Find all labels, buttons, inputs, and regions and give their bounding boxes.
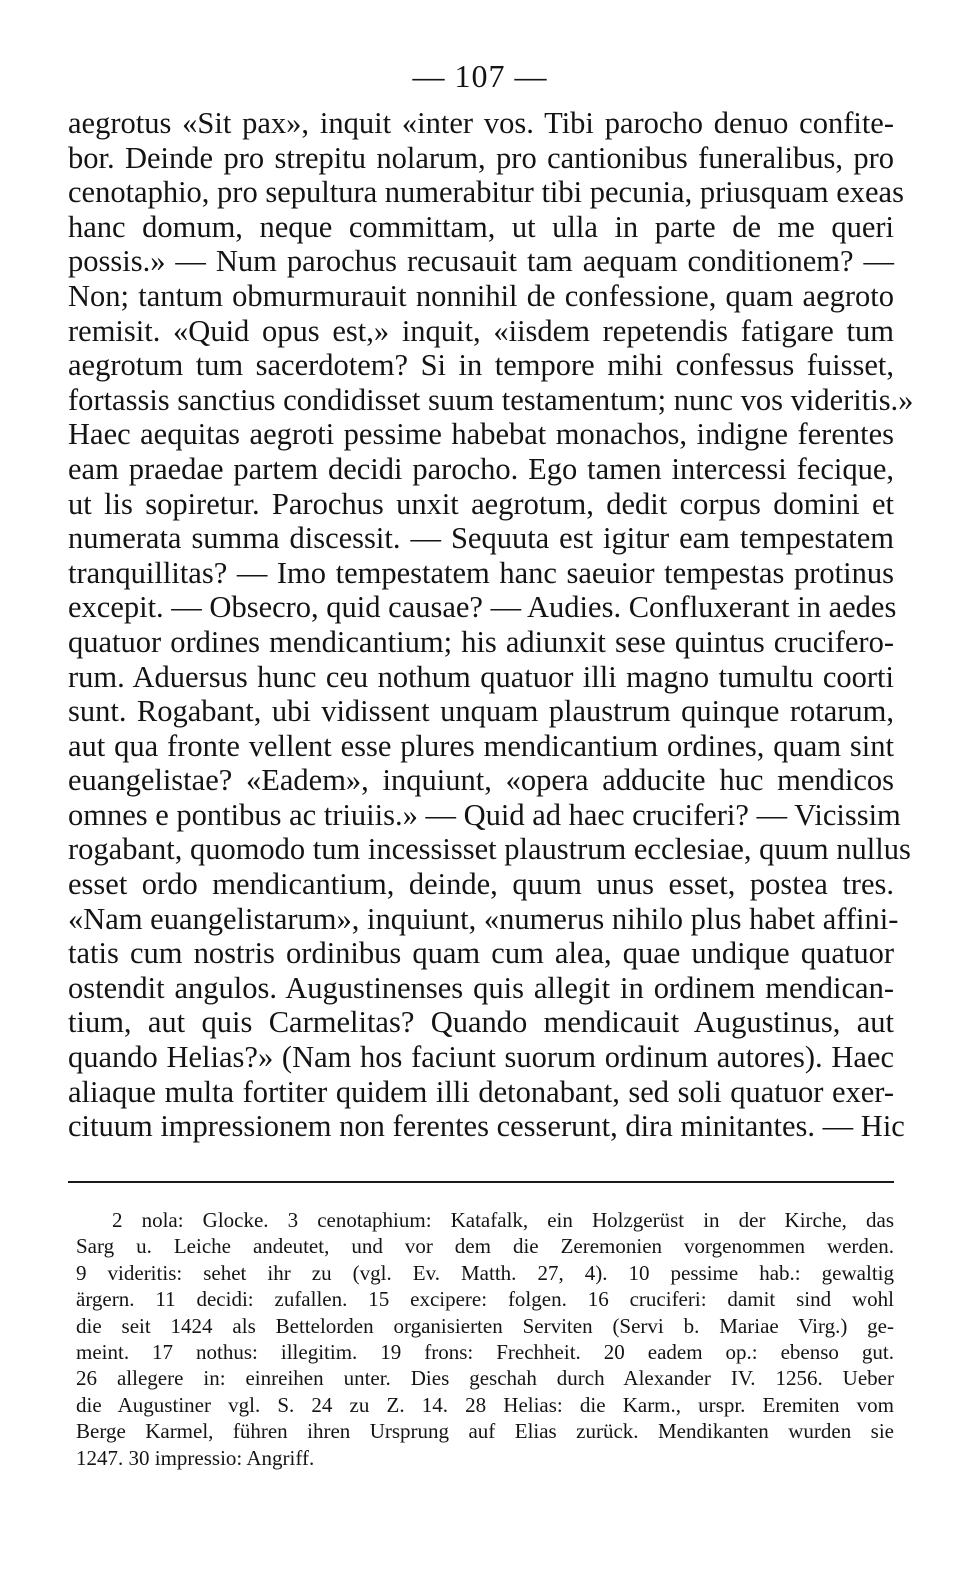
text-line: rum. Aduersus hunc ceu nothum quatuor illi magno tumultu coorti — [68, 659, 894, 694]
text-line: rogabant, quomodo tum incessisset plaustrum ecclesiae, quum nullus — [68, 832, 911, 867]
text-line: numerata summa discessit. — Sequuta est igitur eam tempestatem — [68, 521, 894, 556]
text-line: excepit. — Obsecro, quid causae? — Audies. Confluxerant in aedes — [68, 590, 897, 625]
text-line: eam praedae partem decidi parocho. Ego tamen intercessi fecique, — [68, 451, 894, 486]
text-line: Non; tantum obmurmurauit nonnihil de confessione, quam aegroto — [68, 278, 894, 313]
text-line: quatuor ordines mendicantium; his adiunxit sese quintus crucifero- — [68, 624, 894, 659]
text-line: «Nam euangelistarum», inquiunt, «numerus nihilo plus habet affini- — [68, 901, 899, 936]
footnote-line: Sarg u. Leiche andeutet, und vor dem die Zeremonien vorgenommen werden. — [76, 1234, 894, 1259]
footnote-line: die seit 1424 als Bettelorden organisierten Serviten (Servi b. Mariae Virg.) ge- — [76, 1313, 894, 1338]
footnote-line: Berge Karmel, führen ihren Ursprung auf Elias zurück. Mendikanten wurden sie — [76, 1419, 894, 1444]
text-line: cenotaphio, pro sepultura numerabitur tibi pecunia, priusquam exeas — [68, 175, 904, 210]
text-line: aegrotus «Sit pax», inquit «inter vos. Tibi parocho denuo confite- — [68, 106, 894, 140]
text-line: remisit. «Quid opus est,» inquit, «iisdem repetendis fatigare tum — [68, 313, 894, 348]
text-line: tium, aut quis Carmelitas? Quando mendicauit Augustinus, aut — [68, 1005, 894, 1040]
text-line: quando Helias?» (Nam hos faciunt suorum ordinum autores). Haec — [68, 1040, 894, 1075]
footnote-line: 1247. 30 impressio: Angriff. — [76, 1445, 315, 1470]
footnote-line: meint. 17 nothus: illegitim. 19 frons: Frechheit. 20 eadem op.: ebenso gut. — [76, 1339, 894, 1364]
text-line: esset ordo mendicantium, deinde, quum unus esset, postea tres. — [68, 867, 894, 902]
text-line: ostendit angulos. Augustinenses quis allegit in ordinem mendican- — [68, 970, 894, 1005]
text-line: aegrotum tum sacerdotem? Si in tempore mihi confessus fuisset, — [68, 348, 894, 383]
text-line: tranquillitas? — Imo tempestatem hanc saeuior tempestas protinus — [68, 555, 894, 590]
text-line: cituum impressionem non ferentes cesserunt, dira minitantes. — Hic — [68, 1109, 905, 1144]
text-line: bor. Deinde pro strepitu nolarum, pro cantionibus funeralibus, pro — [68, 140, 894, 175]
text-line: euangelistae? «Eadem», inquiunt, «opera adducite huc mendicos — [68, 763, 894, 798]
text-line: tatis cum nostris ordinibus quam cum alea, quae undique quatuor — [68, 936, 894, 971]
text-line: aliaque multa fortiter quidem illi detonabant, sed soli quatuor exer- — [68, 1074, 894, 1109]
text-line: Haec aequitas aegroti pessime habebat monachos, indigne ferentes — [68, 417, 894, 452]
text-line: possis.» — Num parochus recusauit tam aequam conditionem? — — [68, 244, 894, 279]
footnote-line: 9 videritis: sehet ihr zu (vgl. Ev. Matth. 27, 4). 10 pessime hab.: gewaltig — [76, 1260, 894, 1285]
footnote-line: ärgern. 11 decidi: zufallen. 15 excipere: folgen. 16 cruciferi: damit sind wohl — [76, 1287, 894, 1312]
text-line: sunt. Rogabant, ubi vidissent unquam plaustrum quinque rotarum, — [68, 694, 894, 729]
main-text — [68, 106, 914, 1144]
footnotes — [76, 1207, 894, 1471]
text-line: omnes e pontibus ac triuiis.» — Quid ad haec cruciferi? — Vicissim — [68, 797, 901, 832]
text-line: aut qua fronte vellent esse plures mendicantium ordines, quam sint — [68, 728, 894, 763]
footnote-line: die Augustiner vgl. S. 24 zu Z. 14. 28 Helias: die Karm., urspr. Eremiten vom — [76, 1392, 894, 1417]
footnote-divider — [68, 1181, 894, 1183]
text-line: ut lis sopiretur. Parochus unxit aegrotum, dedit corpus domini et — [68, 486, 894, 521]
footnote-line: 26 allegere in: einreihen unter. Dies geschah durch Alexander IV. 1256. Ueber — [76, 1366, 894, 1391]
text-line: fortassis sanctius condidisset suum testamentum; nunc vos videritis.» — [68, 382, 914, 417]
text-line: hanc domum, neque committam, ut ulla in parte de me queri — [68, 209, 894, 244]
page-number: — 107 — — [412, 58, 548, 94]
footnote-line: 2 nola: Glocke. 3 cenotaphium: Katafalk, ein Holzgerüst in der Kirche, das — [112, 1208, 894, 1232]
